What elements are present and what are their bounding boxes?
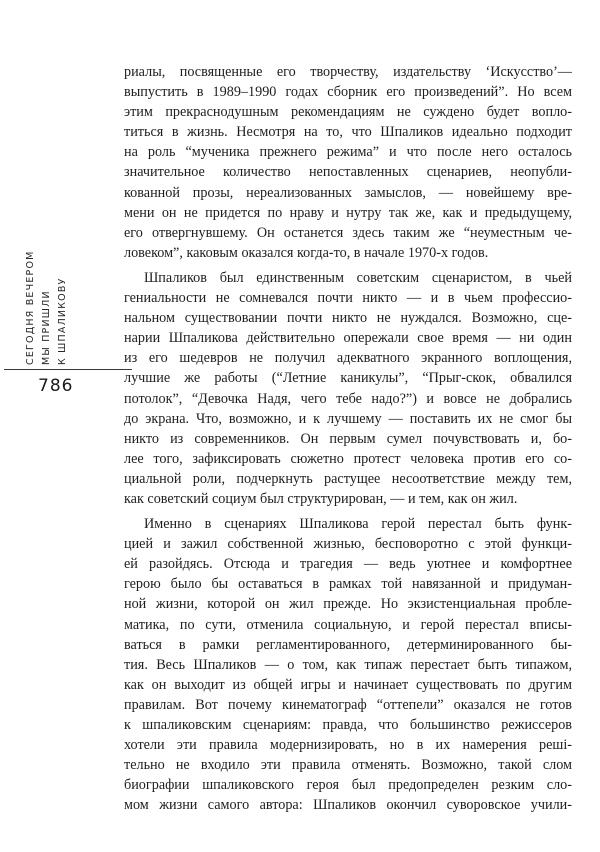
text-line: нальном существовании почти никто не нуждался. Возможно, сце- (124, 310, 572, 327)
text-line: лее того, зафиксировать сюжетно протест человека против его со- (124, 450, 572, 467)
text-line: ловеком”, каковым оказался когда-то, в начале 1970-х годов. (124, 244, 489, 261)
page-number: 786 (38, 376, 74, 396)
text-line: гениальности не сомневался почти никто — и в чьем профессио- (124, 290, 572, 307)
text-line: выпустить в 1989–1990 годах сборник его произведений”. Но всем (124, 84, 572, 101)
text-line: биографии шпаликовского героя был предопределен резким сло- (124, 777, 572, 794)
text-line: потолок”, “Девочка Надя, чего тебе надо?”) и вовсе не добрались (124, 390, 572, 407)
text-line: к шпаликовским сценариям: правда, что большинство режиссеров (124, 717, 572, 733)
text-line: на роль “мученика прежнего режима” и что после него осталось (124, 144, 572, 161)
text-line: тия. Весь Шпаликов — о том, как типаж перестает быть типажом, (124, 656, 572, 673)
text-line: мом жизни самого автора: Шпаликов окончил суворовское учили- (124, 797, 572, 814)
text-line: мени он не придется по нраву и нутру так же, как и предыдущему, (124, 204, 572, 221)
text-line: его отвергнувшему. Он останется здесь таким же “неуместным че- (124, 224, 572, 241)
text-line: правилам. Вот почему кинематограф “оттепели” оказался не готов (124, 696, 572, 713)
text-line: до экрана. Что, возможно, и к лучшему — поставить их не смог бы (124, 410, 572, 427)
running-head (23, 195, 93, 365)
text-line: кованной прозы, нереализованных замыслов, — новейшему вре- (124, 184, 572, 201)
text-line: циальной роли, подчеркнуть растущее несоответствие между тем, (124, 470, 572, 487)
text-line: как он выходит из общей игры и начинает существовать по другим (124, 676, 572, 693)
folio-rule (4, 369, 132, 370)
text-line: значительное количество непоставленных сценариев, неопубли- (124, 164, 572, 181)
text-line: цией и зажил собственной жизнью, бесповоротно с этой функци- (124, 536, 572, 553)
text-line: нарии Шпаликова действительно опережали свое время — ни один (124, 330, 572, 347)
running-head-line-1: СЕГОДНЯ ВЕЧЕРОМ (25, 250, 36, 365)
text-line: ей разойдясь. Отсюда и трагедия — ведь уютнее и комфортнее (124, 556, 572, 573)
text-line: Шпаликов был единственным советским сценаристом, в чьей (144, 269, 572, 286)
body-text (124, 62, 572, 815)
paragraph (124, 268, 572, 509)
text-line: герою было бы оставаться в рамках той навязанной и придуман- (124, 576, 572, 593)
text-line: титься в жизнь. Несмотря на то, что Шпаликов идеально подходит (124, 124, 572, 141)
text-line: матика, по сути, отменила социальную, и герой перестал вписы- (124, 616, 572, 633)
text-line: этим прекраснодушным рекомендациям не суждено будет вопло- (124, 104, 572, 121)
text-line: хотели эти правила модернизировать, но в их намерения решi- (124, 737, 572, 754)
text-line: ваться в рамки регламентированного, детерминированного бы- (124, 636, 572, 653)
paragraph (124, 62, 572, 263)
text-line: риалы, посвященные его творчеству, издательству ‘Искусство’— (124, 64, 572, 80)
text-line: никто из современников. Он первым сумел почувствовать и, бо- (124, 430, 572, 447)
text-line: лучшие же работы (“Летние каникулы”, “Прыг-скок, обвалился (124, 370, 572, 387)
text-line: из его шедевров не получил адекватного экранного воплощения, (124, 350, 572, 367)
running-head-line-3: К ШПАЛИКОВУ (57, 277, 68, 365)
text-line: Именно в сценариях Шпаликова герой перестал быть функ- (144, 516, 572, 533)
running-head-line-2: МЫ ПРИШЛИ (41, 290, 52, 365)
text-line: тельно не входило эти правила отменять. Возможно, такой слом (124, 757, 572, 774)
paragraph (124, 514, 572, 815)
text-line: как советский социум был структурирован, — и тем, как он жил. (124, 490, 518, 507)
text-line: ной жизни, которой он жил прежде. Но экзистенциальная пробле- (124, 596, 572, 613)
